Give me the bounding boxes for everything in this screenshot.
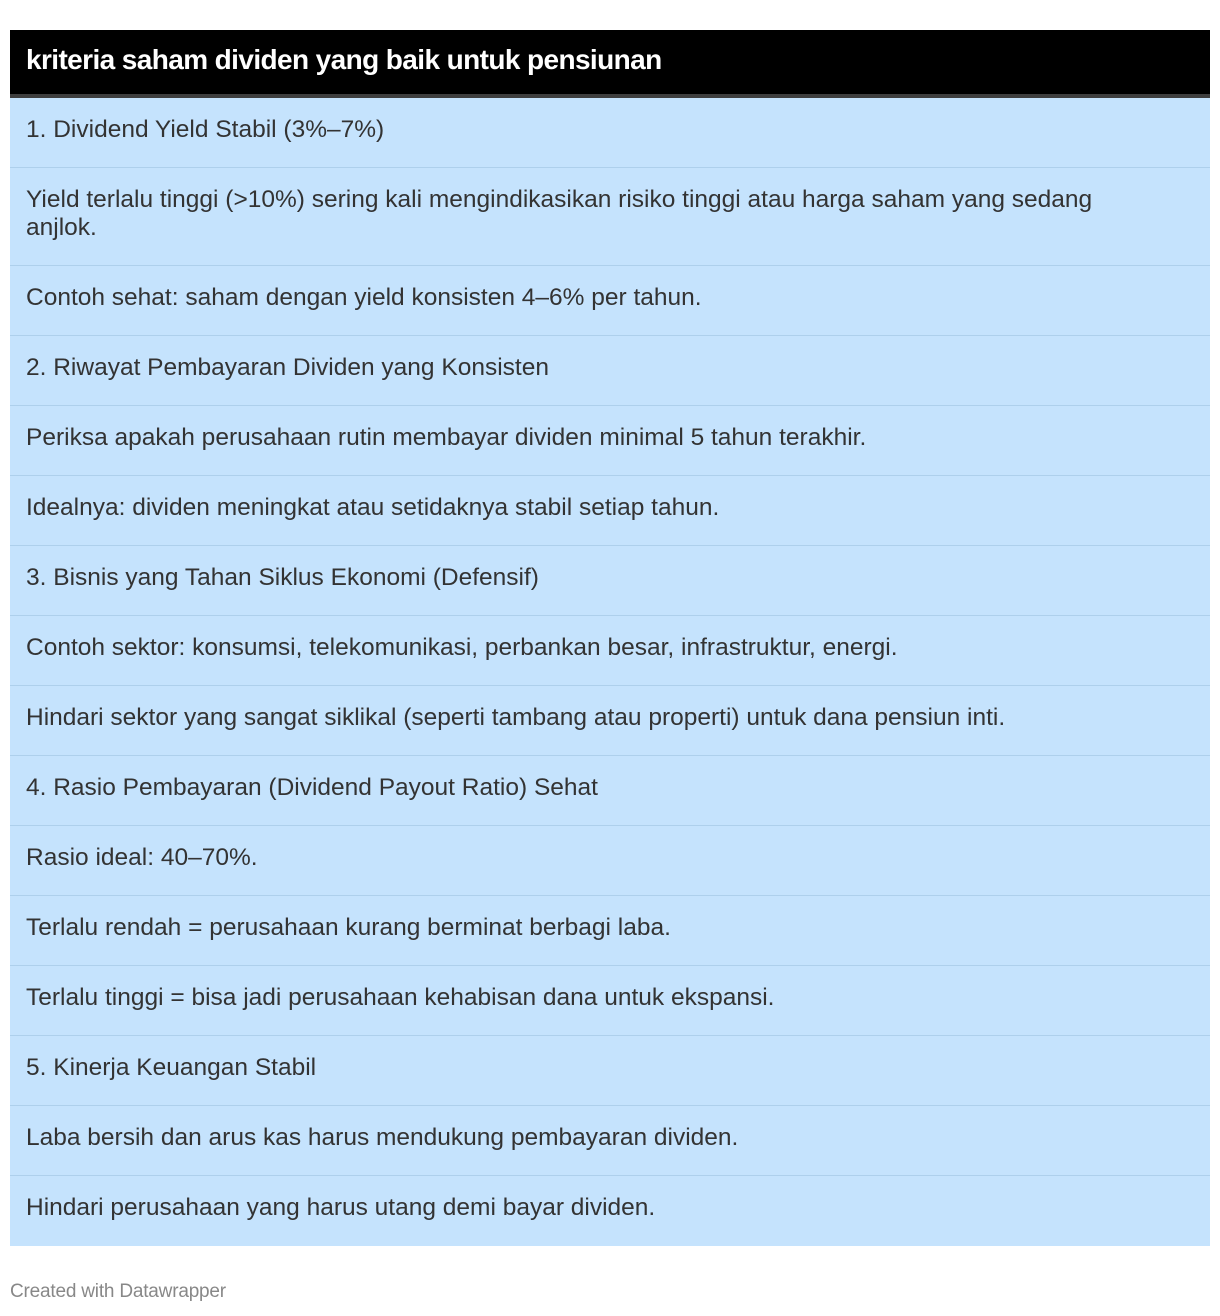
table-row: Contoh sehat: saham dengan yield konsisten 4–6% per tahun.: [10, 266, 1210, 336]
table-row: 2. Riwayat Pembayaran Dividen yang Konsisten: [10, 336, 1210, 406]
table-row: Terlalu tinggi = bisa jadi perusahaan kehabisan dana untuk ekspansi.: [10, 966, 1210, 1036]
table-row: 1. Dividend Yield Stabil (3%–7%): [10, 98, 1210, 168]
criteria-table: [10, 30, 1210, 1246]
table-row: 5. Kinerja Keuangan Stabil: [10, 1036, 1210, 1106]
table-row: 4. Rasio Pembayaran (Dividend Payout Ratio) Sehat: [10, 756, 1210, 826]
table-row: 3. Bisnis yang Tahan Siklus Ekonomi (Defensif): [10, 546, 1210, 616]
table-row: Contoh sektor: konsumsi, telekomunikasi, perbankan besar, infrastruktur, energi.: [10, 616, 1210, 686]
table-row: Idealnya: dividen meningkat atau setidaknya stabil setiap tahun.: [10, 476, 1210, 546]
table-row: Periksa apakah perusahaan rutin membayar dividen minimal 5 tahun terakhir.: [10, 406, 1210, 476]
table-row: Hindari perusahaan yang harus utang demi bayar dividen.: [10, 1176, 1210, 1246]
table-row: Yield terlalu tinggi (>10%) sering kali mengindikasikan risiko tinggi atau harga saham yang sedang anjlok.: [10, 168, 1210, 266]
table-row: Terlalu rendah = perusahaan kurang berminat berbagi laba.: [10, 896, 1210, 966]
table-row: Hindari sektor yang sangat siklikal (seperti tambang atau properti) untuk dana pensiun inti.: [10, 686, 1210, 756]
datawrapper-credit: Created with Datawrapper: [10, 1281, 226, 1302]
table-title: kriteria saham dividen yang baik untuk pensiunan: [26, 44, 662, 75]
table-body: [10, 98, 1210, 1246]
table-row: Laba bersih dan arus kas harus mendukung pembayaran dividen.: [10, 1106, 1210, 1176]
table-row: Rasio ideal: 40–70%.: [10, 826, 1210, 896]
table-header: [10, 30, 1210, 98]
